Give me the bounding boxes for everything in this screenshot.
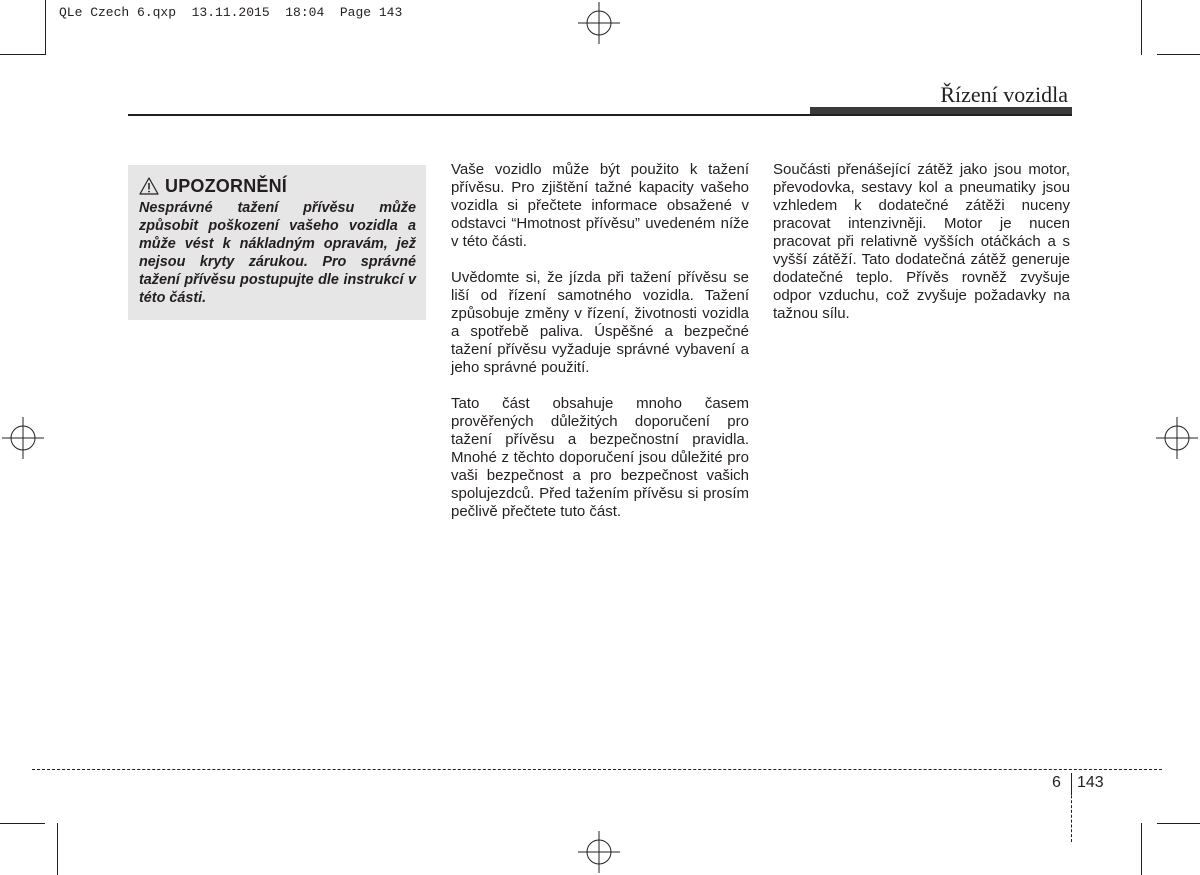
text-column-2 bbox=[773, 161, 1070, 341]
registration-mark-top bbox=[578, 2, 620, 44]
crop-mark-bottom-right-h bbox=[1157, 823, 1200, 824]
warning-triangle-icon bbox=[139, 177, 159, 195]
crop-mark-top-left-h bbox=[0, 54, 45, 55]
crop-mark-bottom-right-v bbox=[1141, 823, 1142, 875]
paragraph: Tato část obsahuje mnoho časem prověřených důležitých doporučení pro tažení přívěsu a bezpečnostní pravidla. Mnohé z těchto doporučení jsou důležité pro vaši bezpečnost a pro bezpečnost vašich spolujezdců. Před tažením přívěsu si prosím pečlivě přečtete tuto část. bbox=[451, 395, 749, 520]
page-number: 143 bbox=[1077, 774, 1104, 791]
text-column-1 bbox=[451, 161, 749, 539]
warning-box bbox=[128, 165, 426, 320]
warning-header bbox=[139, 173, 416, 199]
crop-mark-bottom-left-v bbox=[57, 823, 58, 875]
paragraph: Uvědomte si, že jízda při tažení přívěsu se liší od řízení samotného vozidla. Tažení způsobuje změny v řízení, životnosti vozidla a spotřebě paliva. Úspěšné a bezpečné tažení přívěsu vyžaduje správné vybavení a jeho správné použití. bbox=[451, 269, 749, 376]
warning-title: UPOZORNĚNÍ bbox=[165, 175, 288, 196]
crop-mark-top-right-v bbox=[1141, 0, 1142, 55]
footer-dashed-rule bbox=[32, 769, 1162, 770]
paragraph: Vaše vozidlo může být použito k tažení přívěsu. Pro zjištění tažné kapacity vašeho vozidla si přečtete informace obsažené v odstavci “Hmotnost přívěsu” uvedeném níže v této části. bbox=[451, 161, 749, 250]
warning-text: Nesprávné tažení přívěsu může způsobit poškození vašeho vozidla a může vést k nákladným opravám, jež nejsou kryty zárukou. Pro správné tažení přívěsu postupujte dle instrukcí v této části. bbox=[139, 200, 416, 306]
registration-mark-right bbox=[1156, 417, 1198, 459]
print-slug: QLe Czech 6.qxp 13.11.2015 18:04 Page 143 bbox=[59, 5, 403, 20]
chapter-number: 6 bbox=[1052, 774, 1061, 791]
registration-mark-bottom bbox=[578, 831, 620, 873]
registration-mark-left bbox=[2, 417, 44, 459]
paragraph: Součásti přenášející zátěž jako jsou motor, převodovka, sestavy kol a pneumatiky jsou vzhledem k dodatečné zátěži nuceny pracovat intenzivněji. Motor je nucen pracovat při relativně vyšších otáčkách a s vyšší zátěží. Tato dodatečná zátěž generuje dodatečné teplo. Přívěs rovněž zvyšuje odpor vzduchu, což zvyšuje požadavky na tažnou sílu. bbox=[773, 161, 1070, 322]
header-rule bbox=[128, 114, 1072, 116]
crop-mark-top-left-v bbox=[45, 0, 46, 55]
page-number-divider bbox=[1071, 773, 1072, 795]
section-title: Řízení vozidla bbox=[940, 82, 1068, 107]
crop-mark-top-right-h bbox=[1157, 54, 1200, 55]
crop-mark-bottom-left-h bbox=[0, 823, 45, 824]
